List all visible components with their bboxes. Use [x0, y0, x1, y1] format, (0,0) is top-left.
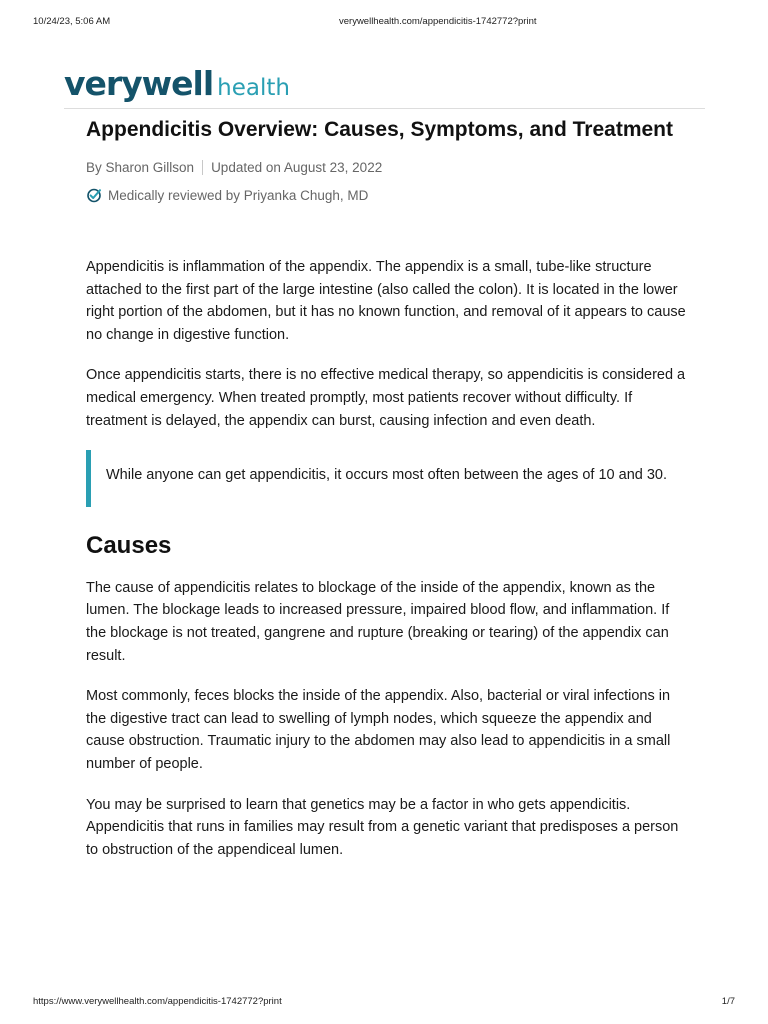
print-datetime: 10/24/23, 5:06 AM	[33, 16, 111, 27]
article-title: Appendicitis Overview: Causes, Symptoms, and Treatment	[86, 118, 674, 141]
intro-paragraph-1: Appendicitis is inflammation of the appendix. The appendix is a small, tube-like structure attached to the first part of the large intestine (also called the colon). It is located in the lower right portion of the abdomen, but it has no known function, and removal of it appears to cause no change in digestive function.	[86, 259, 686, 343]
logo-main-text: verywell	[64, 64, 214, 103]
callout-accent-bar	[86, 450, 91, 507]
print-url: verywellhealth.com/appendicitis-1742772?print	[339, 16, 537, 27]
print-header	[33, 16, 735, 30]
footer-url: https://www.verywellhealth.com/appendicitis-1742772?print	[33, 996, 282, 1007]
logo-sub-text: health	[217, 75, 290, 101]
byline-divider	[202, 160, 203, 175]
print-footer	[33, 996, 735, 1010]
callout-text: While anyone can get appendicitis, it occurs most often between the ages of 10 and 30.	[106, 467, 668, 484]
causes-paragraph-1: The cause of appendicitis relates to blockage of the inside of the appendix, known as the lumen. The blockage leads to increased pressure, impaired blood flow, and inflammation. If the blockage is not treated, gangrene and rupture (breaking or tearing) of the appendix can result.	[86, 579, 670, 664]
header-divider	[64, 108, 705, 109]
byline	[86, 158, 686, 176]
causes-paragraph-2: Most commonly, feces blocks the inside of the appendix. Also, bacterial or viral infections in the digestive tract can lead to swelling of lymph nodes, which squeeze the appendix and cause obstruction. Traumatic injury to the abdomen may also lead to appendicitis in a small number of people.	[86, 688, 671, 772]
site-logo[interactable]	[64, 64, 290, 104]
callout-box	[86, 450, 686, 507]
causes-heading: Causes	[86, 531, 172, 559]
author-link[interactable]: By Sharon Gillson	[86, 159, 195, 175]
updated-date: Updated on August 23, 2022	[211, 159, 383, 175]
page-number: 1/7	[721, 996, 735, 1007]
article	[86, 118, 686, 861]
medical-review	[86, 186, 686, 204]
intro-paragraph-2: Once appendicitis starts, there is no effective medical therapy, so appendicitis is considered a medical emergency. When treated promptly, most patients recover without difficulty. If treatment is delayed, the appendix can burst, causing infection and even death.	[86, 367, 686, 429]
reviewer-link[interactable]: Medically reviewed by Priyanka Chugh, MD	[108, 187, 369, 203]
causes-paragraph-3: You may be surprised to learn that genetics may be a factor in who gets appendicitis. Appendicitis that runs in families may result from a genetic variant that predisposes a person to obstruction of the appendiceal lumen.	[86, 796, 679, 858]
check-badge-icon	[86, 187, 102, 203]
